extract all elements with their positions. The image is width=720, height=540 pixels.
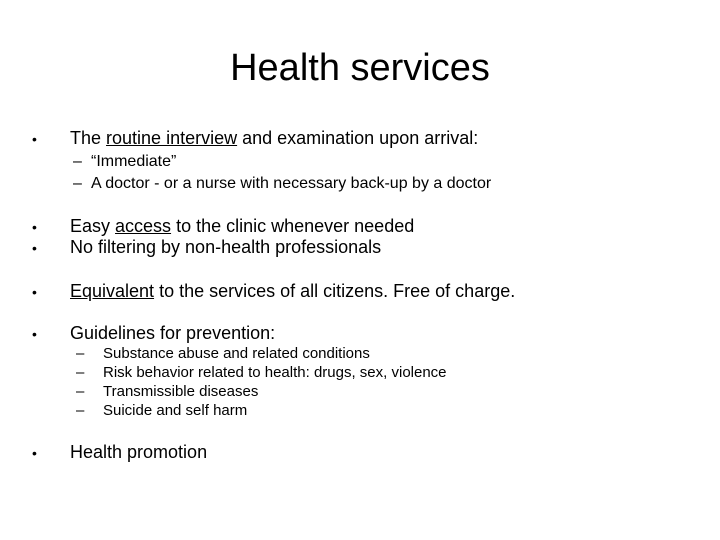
- bullet-health-promotion: [32, 442, 207, 464]
- bullet-text: Guidelines for prevention:: [70, 323, 276, 343]
- dash-icon: –: [73, 153, 82, 170]
- sub-item-text: Suicide and self harm: [103, 402, 248, 419]
- underlined-term-routine-interview: routine interview: [106, 128, 238, 148]
- sub-item-substance-abuse: [76, 344, 370, 363]
- sub-item-text: “Immediate”: [91, 153, 177, 170]
- dash-icon: –: [76, 383, 85, 400]
- sub-item-text: A doctor - or a nurse with necessary back-up by a doctor: [91, 175, 492, 192]
- sub-item-text: Risk behavior related to health: drugs, sex, violence: [103, 364, 447, 381]
- bullet-text: [70, 216, 414, 237]
- bullet-icon: •: [32, 240, 37, 256]
- bullet-text: [70, 128, 478, 149]
- bullet-text: No filtering by non-health professionals: [70, 237, 382, 257]
- slide-title: Health services: [230, 47, 490, 89]
- underlined-term-access: access: [115, 216, 172, 236]
- bullet-text-pre: The: [70, 128, 107, 148]
- bullet-icon: •: [32, 219, 37, 235]
- dash-icon: –: [76, 364, 85, 381]
- bullet-text-pre: Easy: [70, 216, 116, 236]
- underlined-term-equivalent: Equivalent: [70, 281, 155, 301]
- bullet-equivalent: [32, 281, 515, 303]
- sub-item-doctor-nurse: [73, 174, 491, 193]
- bullet-icon: •: [32, 326, 37, 342]
- sub-item-suicide: [76, 401, 247, 420]
- bullet-text-post: and examination upon arrival:: [237, 128, 479, 148]
- bullet-icon: •: [32, 284, 37, 300]
- sub-item-immediate: [73, 152, 176, 171]
- sub-item-text: Transmissible diseases: [103, 383, 259, 400]
- bullet-text-post: to the services of all citizens. Free of charge.: [154, 281, 516, 301]
- dash-icon: –: [76, 345, 85, 362]
- sub-item-text: Substance abuse and related conditions: [103, 345, 370, 362]
- dash-icon: –: [73, 175, 82, 192]
- bullet-text: Health promotion: [70, 442, 208, 462]
- bullet-text: [70, 281, 515, 302]
- bullet-text-post: to the clinic whenever needed: [171, 216, 415, 236]
- bullet-no-filtering: [32, 237, 381, 259]
- bullet-easy-access: [32, 216, 414, 238]
- bullet-icon: •: [32, 131, 37, 147]
- bullet-icon: •: [32, 445, 37, 461]
- bullet-guidelines: [32, 323, 275, 345]
- sub-item-risk-behavior: [76, 363, 447, 382]
- bullet-routine-interview: [32, 128, 478, 150]
- sub-item-transmissible: [76, 382, 258, 401]
- dash-icon: –: [76, 402, 85, 419]
